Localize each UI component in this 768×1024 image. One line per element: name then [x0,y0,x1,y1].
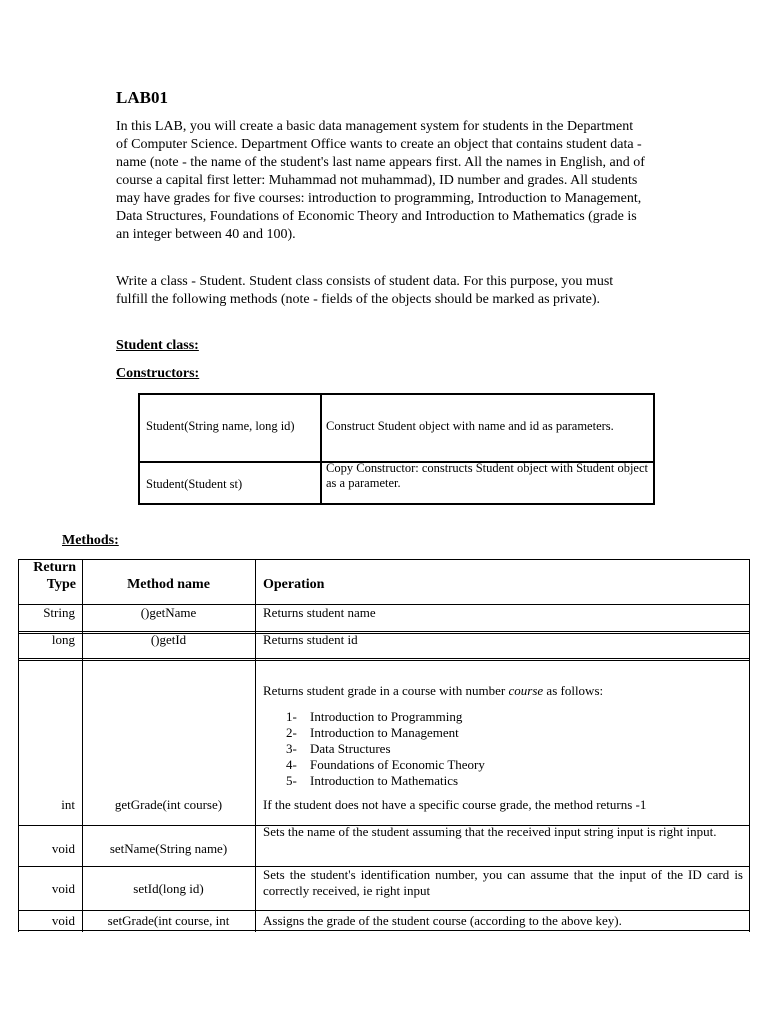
table-row-return-type: int [61,797,75,812]
table-row-operation: Sets the name of the student assuming that the received input string input is right input. [263,824,717,839]
table-row-operation: Sets the student's identification number, you can assume that the input of the ID card is correctly received, ie right input [263,867,743,898]
methods-table [18,559,750,932]
constructor-signature: Student(String name, long id) [146,419,295,433]
course-list [286,709,485,789]
methods-heading: Methods: [62,533,119,548]
intro-paragraph: In this LAB, you will create a basic data management system for students in the Department of Computer Science. Department Office wants to create an object that contains student data - name (note - the name of the student's last name appears first. All the names in English, and of course a capital first letter: Muhammad not muhammad), ID number and grades. All students may have grades for five courses: introduction to programming, Introduction to Management, Data Structures, Foundations of Economic Theory and Introduction to Mathematics (grade is an integer between 40 and 100). [116,119,645,242]
list-item: 3- Data Structures [286,741,391,756]
table-row-operation: If the student does not have a specific course grade, the method returns -1 [263,797,647,812]
grade-operation-intro: Returns student grade in a course with number course as follows: [263,683,604,698]
table-row-operation: Returns student name [263,605,376,620]
constructor-signature: Student(Student st) [146,477,243,491]
header-method-name: Method name [127,577,210,592]
table-row-method: setId(long id) [133,881,204,896]
student-class-heading: Student class: [116,338,199,353]
table-row-return-type: long [51,632,75,647]
table-row-return-type: void [51,841,75,856]
table-row-operation: Returns student id [263,632,358,647]
list-item: 4- Foundations of Economic Theory [286,757,485,772]
table-row-method: setGrade(int course, int [107,913,230,928]
header-return-type: Return Type [33,560,76,592]
list-item: 2- Introduction to Management [286,725,459,740]
table-row-return-type: void [51,881,75,896]
list-item: 1- Introduction to Programming [286,709,463,724]
table-row-return-type: void [51,913,75,928]
table-row-method: ()getName [140,605,197,620]
table-row-return-type: String [43,605,75,620]
constructors-heading: Constructors: [116,366,200,381]
constructor-description: Copy Constructor: constructs Student object with Student object as a parameter. [326,461,648,490]
page-title: LAB01 [116,88,168,107]
list-item: 5- Introduction to Mathematics [286,773,459,788]
table-row-operation: Assigns the grade of the student course (according to the above key). [263,913,622,928]
table-row-method: getGrade(int course) [114,797,223,812]
constructors-table [138,393,655,505]
header-operation: Operation [263,577,325,592]
table-row-method: setName(String name) [109,841,228,856]
constructor-description: Construct Student object with name and id as parameters. [326,419,614,433]
task-paragraph: Write a class - Student. Student class consists of student data. For this purpose, you must fulfill the following methods (note - fields of the objects should be marked as private). [116,274,614,307]
table-row-method: ()getId [150,632,187,647]
